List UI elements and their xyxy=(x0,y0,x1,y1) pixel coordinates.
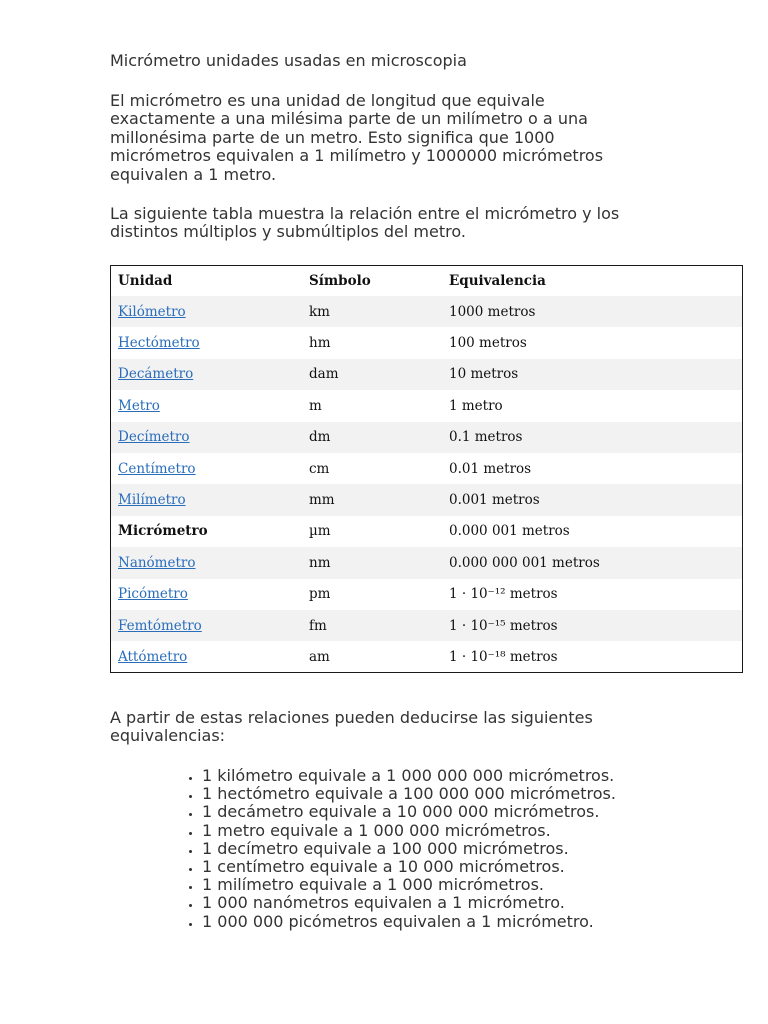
unit-cell xyxy=(111,610,302,641)
equivalence-cell: 0.01 metros xyxy=(449,460,532,477)
units-table xyxy=(111,266,742,673)
table-row xyxy=(111,547,742,578)
unit-link-milimetro[interactable]: Milímetro xyxy=(118,492,186,509)
list-item: • 1 decímetro equivale a 100 000 micrómetros. xyxy=(202,840,616,858)
symbol-cell: pm xyxy=(309,586,331,603)
equivalence-cell: 1000 metros xyxy=(449,303,536,320)
unit-cell xyxy=(111,547,302,578)
unit-cell xyxy=(111,453,302,484)
symbol-cell: km xyxy=(309,303,330,320)
equivalence-cell: 1 · 10⁻¹⁸ metros xyxy=(449,648,558,665)
unit-link-decimetro[interactable]: Decímetro xyxy=(118,429,190,446)
table-row xyxy=(111,484,742,515)
page-title: Micrómetro unidades usadas en microscopia xyxy=(110,51,467,70)
symbol-cell: cm xyxy=(309,460,330,477)
unit-cell xyxy=(111,422,302,453)
unit-cell xyxy=(111,296,302,327)
unit-link-hectometro[interactable]: Hectómetro xyxy=(118,335,200,352)
table-row xyxy=(111,516,742,547)
table-row xyxy=(111,359,742,390)
table-row xyxy=(111,296,742,327)
equivalences-list xyxy=(176,767,616,931)
intro-paragraph: El micrómetro es una unidad de longitud que equivale exactamente a una milésima parte de un milímetro o a una millonésima parte de un metro. Esto significa que 1000 micrómetros equivalen a 1 milímetro y 1000000 micrómetros equivalen a 1 metro. xyxy=(110,91,604,184)
table-row xyxy=(111,390,742,421)
symbol-cell: µm xyxy=(309,523,331,540)
equivalence-cell: 1 metro xyxy=(449,397,503,414)
header-unit: Unidad xyxy=(118,273,173,289)
unit-link-kilometro[interactable]: Kilómetro xyxy=(118,303,186,320)
equivalence-cell: 0.000 001 metros xyxy=(449,523,570,540)
deduce-paragraph: A partir de estas relaciones pueden deducirse las siguientes equivalencias: xyxy=(110,708,593,746)
list-item: • 1 decámetro equivale a 10 000 000 micrómetros. xyxy=(202,803,616,821)
units-table-frame xyxy=(110,265,743,673)
table-header-row xyxy=(111,266,742,296)
table-intro-paragraph: La siguiente tabla muestra la relación entre el micrómetro y los distintos múltiplos y submúltiplos del metro. xyxy=(110,204,620,242)
list-item: • 1 kilómetro equivale a 1 000 000 000 micrómetros. xyxy=(202,767,616,785)
unit-link-centimetro[interactable]: Centímetro xyxy=(118,460,196,477)
unit-link-nanometro[interactable]: Nanómetro xyxy=(118,554,196,571)
header-equivalence: Equivalencia xyxy=(449,273,546,289)
unit-cell xyxy=(111,579,302,610)
equivalence-cell: 0.000 000 001 metros xyxy=(449,554,600,571)
symbol-cell: fm xyxy=(309,617,327,634)
header-symbol: Símbolo xyxy=(309,273,371,289)
equivalence-cell: 100 metros xyxy=(449,335,527,352)
equivalence-cell: 10 metros xyxy=(449,366,519,383)
unit-cell xyxy=(111,484,302,515)
table-row xyxy=(111,610,742,641)
equivalence-cell: 0.001 metros xyxy=(449,492,540,509)
list-item: • 1 hectómetro equivale a 100 000 000 micrómetros. xyxy=(202,785,616,803)
equivalence-cell: 0.1 metros xyxy=(449,429,523,446)
unit-link-metro[interactable]: Metro xyxy=(118,397,160,414)
table-row xyxy=(111,327,742,358)
table-row xyxy=(111,422,742,453)
unit-cell-micrometro: Micrómetro xyxy=(118,523,208,540)
unit-cell xyxy=(111,641,302,672)
symbol-cell: m xyxy=(309,397,322,414)
unit-link-picometro[interactable]: Picómetro xyxy=(118,586,188,603)
unit-link-decametro[interactable]: Decámetro xyxy=(118,366,194,383)
list-item: • 1 000 nanómetros equivalen a 1 micrómetro. xyxy=(202,894,616,912)
unit-cell xyxy=(111,359,302,390)
unit-cell xyxy=(111,327,302,358)
symbol-cell: nm xyxy=(309,554,331,571)
list-item: • 1 milímetro equivale a 1 000 micrómetros. xyxy=(202,876,616,894)
equivalence-cell: 1 · 10⁻¹⁵ metros xyxy=(449,617,558,634)
symbol-cell: mm xyxy=(309,492,335,509)
unit-link-femtometro[interactable]: Femtómetro xyxy=(118,617,202,634)
unit-link-attometro[interactable]: Attómetro xyxy=(118,648,188,665)
table-row xyxy=(111,453,742,484)
table-row xyxy=(111,641,742,672)
list-item: • 1 metro equivale a 1 000 000 micrómetros. xyxy=(202,822,616,840)
symbol-cell: dam xyxy=(309,366,339,383)
table-row xyxy=(111,579,742,610)
list-item: • 1 000 000 picómetros equivalen a 1 micrómetro. xyxy=(202,913,616,931)
symbol-cell: dm xyxy=(309,429,331,446)
unit-cell xyxy=(111,390,302,421)
equivalence-cell: 1 · 10⁻¹² metros xyxy=(449,586,558,603)
list-item: • 1 centímetro equivale a 10 000 micrómetros. xyxy=(202,858,616,876)
symbol-cell: am xyxy=(309,648,330,665)
symbol-cell: hm xyxy=(309,335,331,352)
